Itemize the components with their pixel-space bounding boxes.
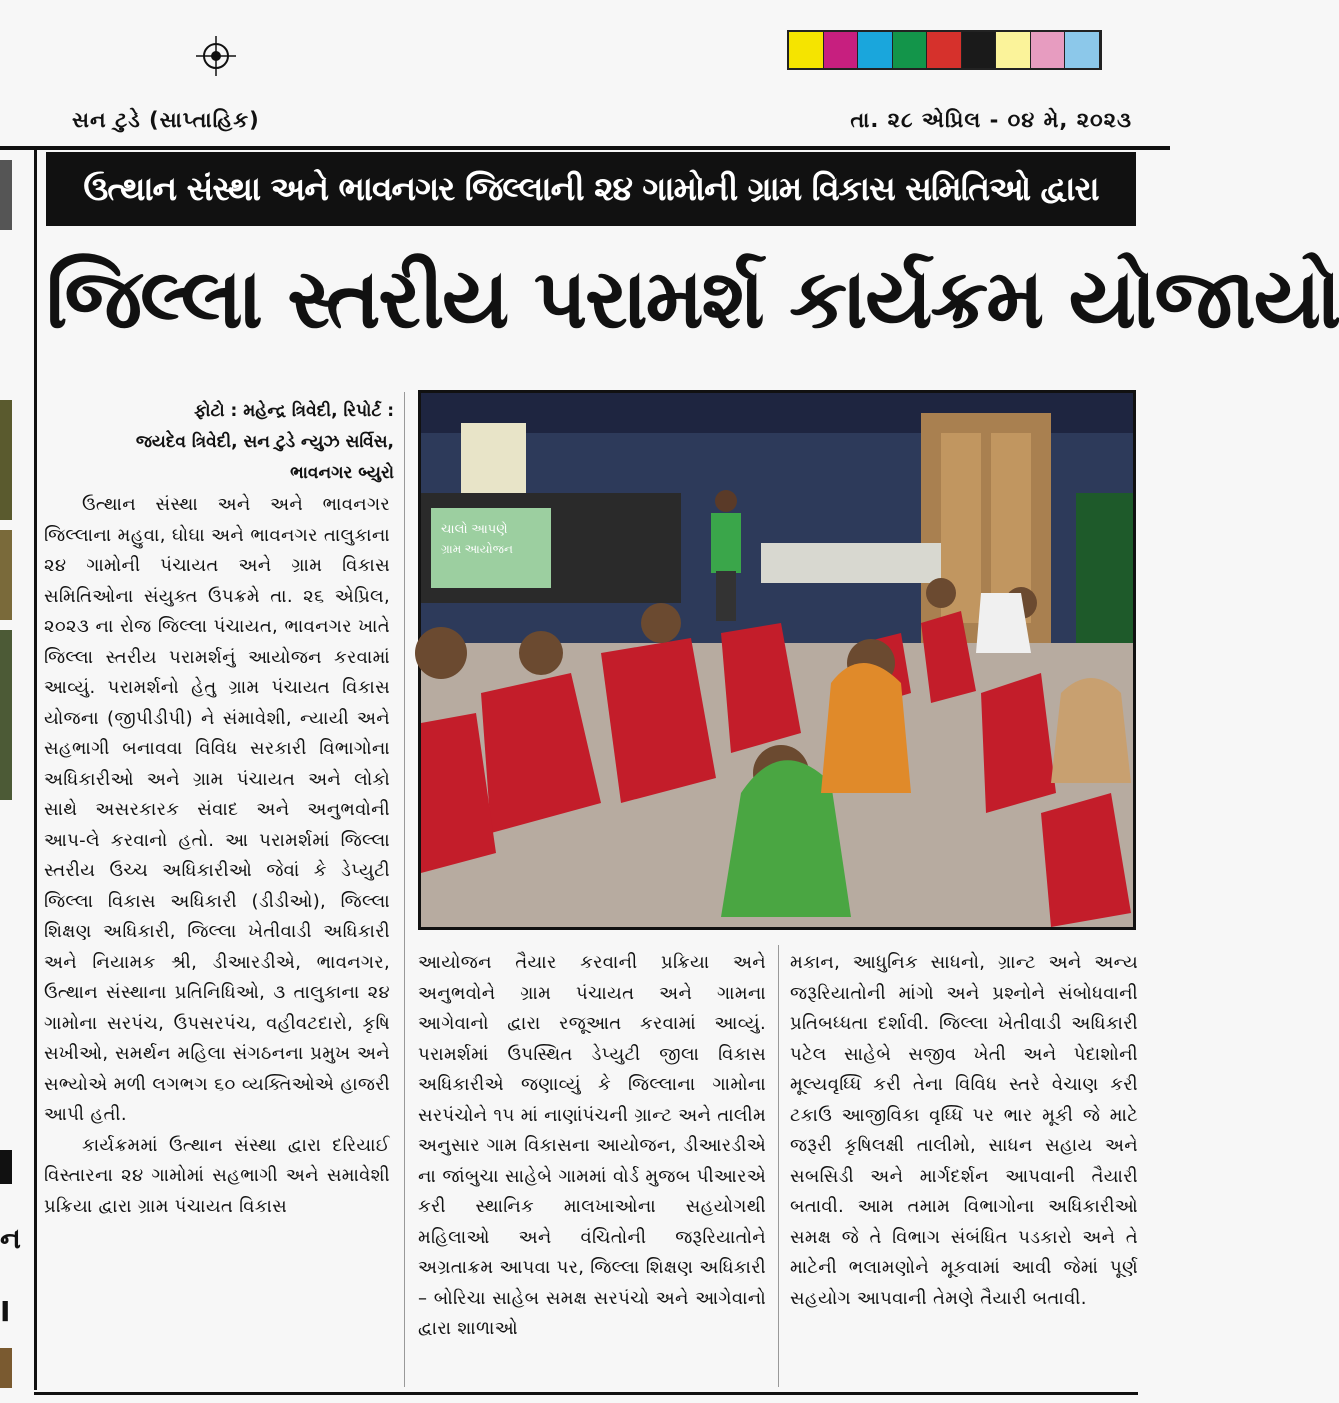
article-column-1 — [44, 490, 390, 1222]
column-rule — [778, 945, 779, 1387]
color-swatch — [858, 32, 893, 68]
color-calibration-bar — [787, 30, 1102, 70]
column-divider — [34, 150, 37, 1390]
byline-line: ભાવનગર બ્યુરો — [290, 463, 394, 483]
byline — [44, 396, 394, 489]
bottom-rule — [34, 1392, 1138, 1395]
adjacent-article-edge — [0, 150, 21, 1390]
article-column-2 — [418, 948, 766, 1345]
publication-name: સન ટુડે (સાપ્તાહિક) — [72, 108, 260, 132]
main-headline: જિલ્લા સ્તરીય પરામર્શ કાર્યક્રમ યોજાયો — [46, 252, 1339, 347]
color-swatch — [789, 32, 824, 68]
kicker-headline: ઉત્થાન સંસ્થા અને ભાવનગર જિલ્લાની ૨૪ ગામોની ગ્રામ વિકાસ સમિતિઓ દ્વારા — [46, 152, 1136, 226]
color-swatch — [1065, 32, 1100, 68]
edge-letter: I — [0, 1295, 11, 1328]
color-swatch — [996, 32, 1031, 68]
byline-line: જયદેવ ત્રિવેદી, સન ટુડે ન્યુઝ સર્વિસ, — [135, 432, 394, 452]
event-photo — [418, 390, 1136, 930]
article-paragraph: મકાન, આધુનિક સાધનો, ગ્રાન્ટ અને અન્ય જરૂરિયાતોની માંગો અને પ્રશ્નોને સંબોધવાની પ્રતિબધ્ધતા દર્શાવી. જિલ્લા ખેતીવાડી અધિકારી પટેલ સાહેબે સજીવ ખેતી અને પેદાશોની મૂલ્યવૃધ્ધિ કરી તેના વિવિધ સ્તરે વેચાણ કરી ટકાઉ આજીવિકા વૃધ્ધિ પર ભાર મૂકી જે માટે જરૂરી કૃષિલક્ષી તાલીમો, સાધન સહાય અને સબસિડી અને માર્ગદર્શન આપવાની તૈયારી બતાવી. આમ તમામ વિભાગોના અધિકારીઓ સમક્ષ જે તે વિભાગ સંબંધિત પડકારો અને તે માટેની ભલામણોને મૂકવામાં આવી જેમાં પૂર્ણ સહયોગ આપવાની તેમણે તૈયારી બતાવી. — [790, 952, 1138, 1309]
banner-text: ચાલો આપણે — [441, 521, 508, 536]
masthead-rule — [0, 146, 1170, 150]
article-paragraph: કાર્યક્રમમાં ઉત્થાન સંસ્થા દ્વારા દરિયાઈ વિસ્તારના ૨૪ ગામોમાં સહભાગી અને સમાવેશી પ્રક્રિયા દ્વારા ગ્રામ પંચાયત વિકાસ — [44, 1134, 390, 1217]
color-swatch — [893, 32, 928, 68]
color-swatch — [927, 32, 962, 68]
byline-line: ફોટો : મહેન્દ્ર ત્રિવેદી, રિપોર્ટ : — [194, 401, 394, 421]
issue-date: તા. ૨૮ એપ્રિલ - ૦૪ મે, ૨૦૨૩ — [850, 108, 1132, 132]
color-swatch — [962, 32, 997, 68]
edge-letter: ન — [0, 1222, 21, 1255]
article-paragraph: ઉત્થાન સંસ્થા અને અને ભાવનગર જિલ્લાના મહુવા, ઘોઘા અને ભાવનગર તાલુકાના ૨૪ ગામોની પંચાયત અને ગ્રામ વિકાસ સમિતિઓના સંયુક્ત ઉપક્રમે તા. ૨૬ એપ્રિલ, ૨૦૨૩ ના રોજ જિલ્લા પંચાયત, ભાવનગર ખાતે જિલ્લા સ્તરીય પરામર્શનું આયોજન કરવામાં આવ્યું. પરામર્શનો હેતુ ગ્રામ પંચાયત વિકાસ યોજના (જીપીડીપી) ને સંમાવેશી, ન્યાયી અને સહભાગી બનાવવા વિવિધ સરકારી વિભાગોના અધિકારીઓ અને ગ્રામ પંચાયત અને લોકો સાથે અસરકારક સંવાદ અને અનુભવોની આપ-લે કરવાનો હતો. આ પરામર્શમાં જિલ્લા સ્તરીય ઉચ્ચ અધિકારીઓ જેવાં કે ડેપ્યુટી જિલ્લા વિકાસ અધિકારી (ડીડીઓ), જિલ્લા શિક્ષણ અધિકારી, જિલ્લા ખેતીવાડી અધિકારી અને નિયામક શ્રી, ડીઆરડીએ, ભાવનગર, ઉત્થાન સંસ્થાના પ્રતિનિધિઓ, ૩ તાલુકાના ૨૪ ગામોના સરપંચ, ઉપસરપંચ, વહીવટદારો, કૃષિ સખીઓ, સમર્થન મહિલા સંગઠનના પ્રમુખ અને સભ્યોએ મળી લગભગ ૬૦ વ્યક્તિઓએ હાજરી આપી હતી. — [44, 494, 390, 1125]
article-column-3 — [790, 948, 1138, 1314]
registration-mark-icon — [196, 36, 236, 76]
banner-text: ગ્રામ આયોજન — [441, 542, 513, 556]
color-swatch — [824, 32, 859, 68]
color-swatch — [1031, 32, 1066, 68]
article-paragraph: આયોજન તૈયાર કરવાની પ્રક્રિયા અને અનુભવોને ગ્રામ પંચાયત અને ગામના આગેવાનો દ્વારા રજૂઆત કરવામાં આવ્યું. પરામર્શમાં ઉપસ્થિત ડેપ્યુટી જીલા વિકાસ અધિકારીએ જણાવ્યું કે જિલ્લાના ગામોના સરપંચોને ૧૫ માં નાણાંપંચની ગ્રાન્ટ અને તાલીમ અનુસાર ગામ વિકાસના આયોજન, ડીઆરડીએ ના જાંબુચા સાહેબે ગામમાં વોર્ડ મુજબ પીઆરએ કરી સ્થાનિક માલખાઓના સહયોગથી મહિલાઓ અને વંચિતોની જરૂરિયાતોને અગ્રતાક્રમ આપવા પર, જિલ્લા શિક્ષણ અધિકારી – બોરિચા સાહેબ સમક્ષ સરપંચો અને આગેવાનો દ્વારા શાળાઓ — [418, 952, 766, 1339]
column-rule — [404, 392, 405, 1387]
